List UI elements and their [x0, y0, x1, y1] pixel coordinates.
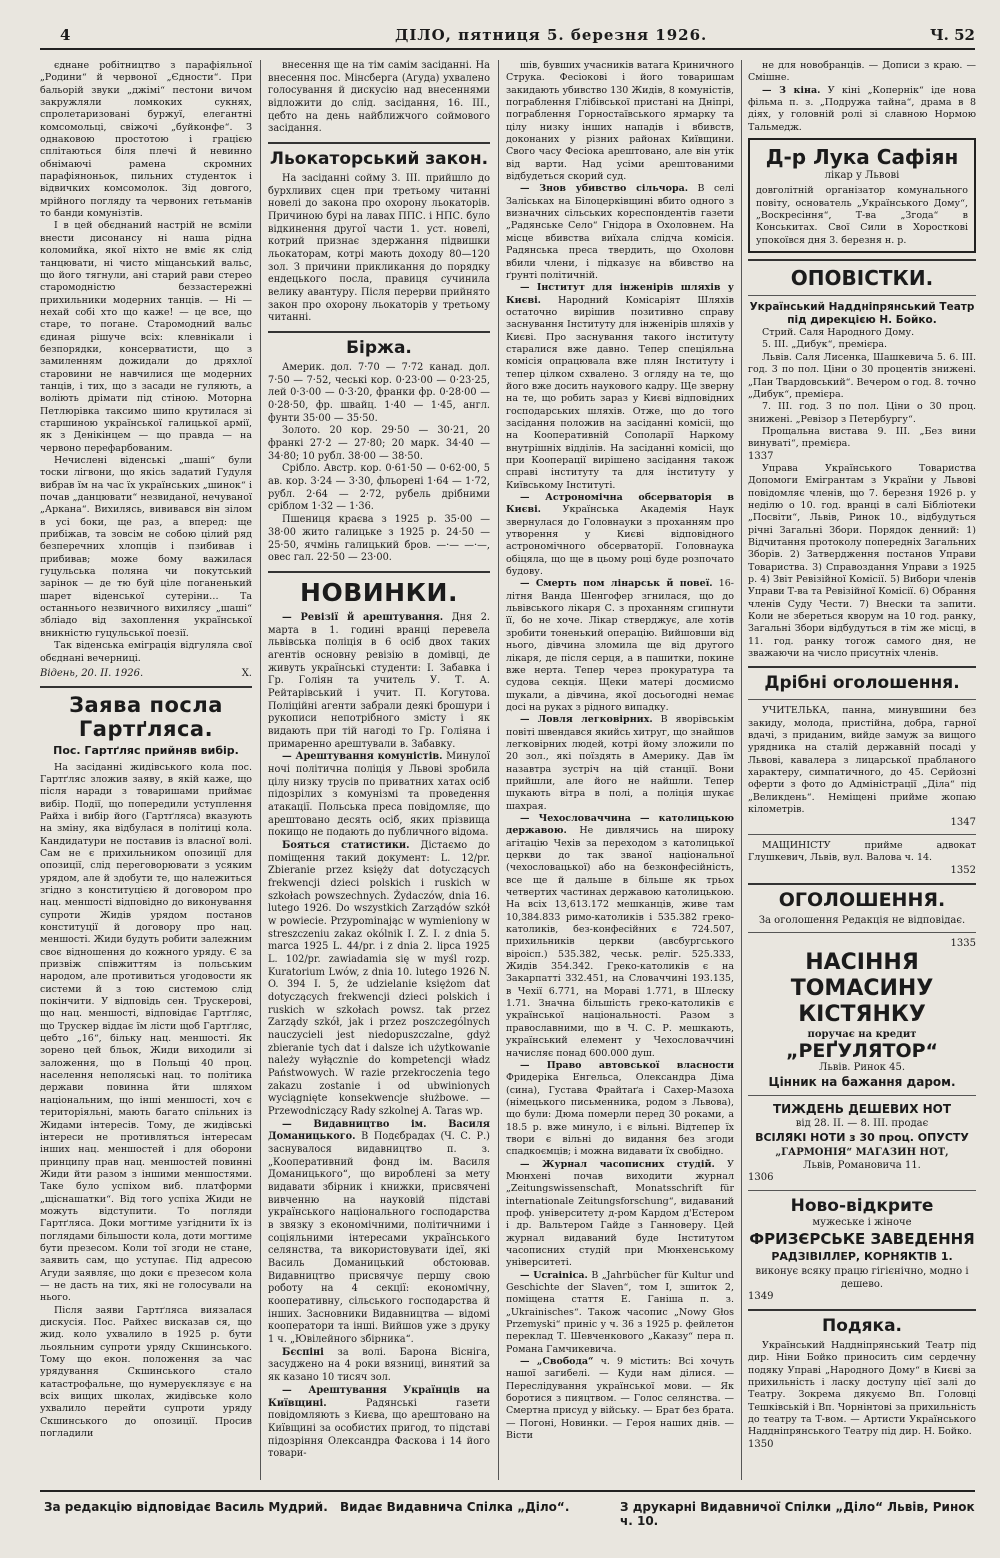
ad-number: 1349 [748, 1290, 774, 1302]
seed-ad-line: ТОМАСИНУ [790, 976, 934, 1002]
divider [268, 142, 490, 144]
headline-thanks: Подяка. [821, 1315, 903, 1336]
headline-hartglas: Заява посла Гартґляса. [69, 693, 223, 742]
headline-advertisements: ОГОЛОШЕННЯ. [778, 888, 946, 911]
seed-ad-brand: „РЕҐУЛЯТОР“ [785, 1040, 939, 1063]
divider [268, 571, 490, 573]
news-item-title: — З кіна. [762, 84, 821, 96]
classified-text: МАЩИНІСТУ прийме адвокат Глушкевич, Львів, вул. Валова ч. 14. [748, 839, 976, 864]
obituary-subtitle: лікар у Львові [824, 170, 900, 182]
thanks-text: Український Наддніпрянський Театр під дир. Ніни Бойко приносить сим сердечну подяку Управі „Народного Дому“ в Києві за прихильність і ласку доступу цієї залі до Театру. Зокрема дякуємо Вп. Головці Тешківській і Вп. Чорнінтові за прихильність до театру та Т-вом. — Артисти Українського Наддніпрянського Театру під дир. Н. Бойко. [748, 1339, 976, 1438]
column-4 [748, 60, 976, 1451]
article-text: І в цей обєднаний настрій не всміли внести дисонансу ні наша рідна коломийка, якої ніхто не вміє як слід танцювати, ні чисто міщанський вальс, що його тягнули, ані старий рави стерео старомодністю беззастережні прихильники модерних танців. — Ні — нехай собі хто що каже! — це все, що старе, то погане. Старомодний вальс єдиная рішуче всіх: клевнікали і безпорядки, консерватисти, що з замиленням дожидали до дряхлої старовини не навчилися ще модерних танців, і тих, що з засади не гуляють, а воліють дрімати під стіною. Моторна Петлюрівка таксимо шипо крутилася зі старшиною української галицької армії, як з Денікінцем — що правда — на червоно перефарбованим. [40, 220, 252, 454]
divider [748, 1309, 976, 1311]
news-item-title: Бєспіні [282, 1346, 324, 1358]
masthead-title: ДІЛО, пятниця 5. березня 1926. [395, 26, 708, 44]
dateline [40, 668, 252, 680]
theatre-text: Львів. Саля Лисенка, Шашкевича 5. 6. III. год. 3 по пол. Ціни о 30 процентів знижені. „Пан Твардовський“. Вечером о год. 8. точно „Дибук“, премієра. [748, 351, 976, 400]
barber-ad-line: ФРИЗЄРСЬКЕ ЗАВЕДЕННЯ [749, 1229, 975, 1248]
news-item-title: Бояться статистики. [282, 839, 410, 851]
theatre-text: 7. III. год. 3 по пол. Ціни о 30 проц. знижені. „Ревізор з Петербургу“. [748, 401, 976, 425]
signature: Х. [241, 667, 252, 679]
divider [748, 259, 976, 261]
divider [748, 834, 976, 835]
headline-classifieds: Дрібні оголошення. [764, 673, 960, 694]
footer-printer: З друкарні Видавничої Спілки „Діло“ Львів, Ринок ч. 10. [620, 1500, 975, 1528]
footer [40, 1490, 975, 1528]
news-item-title: — Ucrainica. [520, 1269, 588, 1281]
divider [40, 686, 252, 688]
exchange-text: Срібло. Австр. кор. 0·61·50 — 0·62·00, 5 ав. кор. 3·24 — 3·30, фльорені 1·64 — 1·72, рубл. 2·64 — 2·72, рубель дрібними сріблом 1·32 — 1·36. [268, 463, 490, 513]
article-text: Після заяви Гартґляса виязалася дискусія. Пос. Райхес висказав ся, що жид. коло ухвалило в 1925 р. бути льояльним супроти уряду Скшинського. Тому що екон. положення за час урядування Скшинського стало катастрофальне, що нумеруєклязує є на всіх вищих школах, жидівське коло ухвалило перейти супроти уряду Скшинського до опозиції. Просив погладили [40, 1304, 252, 1440]
obituary-name: Д-р Лука Сафіян [765, 145, 959, 170]
news-item-text: В селі Заліськах на Білоцерківщині вбито одного з визначних сільських кореспондентів газети „Радянське Село“ Гнідора в Охоловнем. На місце вбивства виїхала слідча комісія. Радянська преса твердить, що Охоловн вбили члени, і підказує на вбивство на ґрунті політичній. [506, 183, 734, 281]
page-mark: 4 [60, 26, 71, 44]
news-item-title: — Астрономічна обсерваторія в Києві. [506, 492, 734, 516]
news-item-text: 16-літня Ванда Шенгофер згнилася, що до львівського лікаря С. з проханням сгипнути її, бо не хоче. Лікар стверджує, але хотів зробити тоненький операцію. Вийшовши від нього, дівчина зломила ще від другого лікаря, де після серця, а в пашитки, покине вже нерта. Тепер через прокуратура та судова секція. Щеки матері досмисмо шукали, а дівчина, якої досьогодні немає досі на руках з рідного випадку. [506, 578, 734, 713]
news-item-text: Не дивлячись на широку агітацію Чехів за переходом з католицької церкви до так званої національної (чехословацької) або на безконфесійність, все ще й дальше в більше як трьох четвертих частинах державою католицькою. На всіх 13,613.172 мешканців, живе там 10,384.833 римо-католиків і 535.382 греко-католиків, без-конфесійних є 724.507, прихильників церкви (авсбургського віроісп.) 535.382, чеськ. реліг. 525.333, Жидів 354.342. Греко-католиків є на Закарпатті 332.451, на Словаччині 193.135, в Чехії 6.771, на Мораві 1.771, в Шлеску 1.71. Значна більшість греко-католиків є української національності. Разом з православними, що в Ч. С. Р. мешкають, український елемент у Чехословаччині начисляє понад 600.000 душ. [506, 825, 734, 1059]
article-text: єднане робітництво з парафіяльної „Родини“ й червоної „Єдности“. При бальорій звуки „джімі“ пестони вичом закружляли ломкоких сукнях, спролетаризовані буржуї, елегантні комсомольці, свіжочі „буйконфе“. З однаковою простотою і грацією сплітаються біля плечі й невинно обнімаючі рамена скромних парафіяноньок, пильних студенток і відвичких комсомолок. Зід довгого, мрійного погляду та червоних гетьманів то банди комунізтів. [40, 60, 252, 220]
ad-number: 1306 [748, 1172, 774, 1184]
news-item-title: — Ловля легковірних. [520, 714, 653, 726]
headline-tenant-law: Льокаторський закон. [269, 149, 489, 170]
ad-number: 1335 [950, 937, 976, 949]
issue-number: Ч. 52 [929, 26, 975, 44]
news-item-title: — Арештування комуністів. [282, 751, 443, 763]
news-item-text: за волі. Барона Вісніга, засуджено на 4 роки вязниці, винятий за як казано 10 тисяч зол. [268, 1346, 490, 1384]
seed-ad-line: Цінник на бажання даром. [768, 1075, 956, 1090]
article-text: внесення ще на тім самім засіданні. На внесення пос. Мінсберга (Агуда) ухвалено голосування й дискусію над внесеннями відложити до слід. засідання, 16. III., цебто на день найближчого соймового засідання. [268, 60, 490, 135]
footer-publisher: Видає Видавнича Спілка „Діло“. [340, 1500, 570, 1514]
news-item-text: В Подєбрадах (Ч. С. Р.) заснувалося видавництво п. з. „Кооперативний фонд ім. Василя Доманицького“, що вироблені за мету видавати збірник і книжки, присвячені вивченню на науковій підставі українського національного господарства в звязку з економічними, політичними і соціяльними інтересами українського селянства, та використовувати ідеї, які Василь Доманицький обстоював. Видавництво присвячує першу свою роботу на 4 секції: економічну, кооперативну, сільського господарства й інших. Засновники Видавництва — відомі кооператори та інші. Вийшов уже з друку 1 ч. „Ювілейного збірника“. [268, 1131, 490, 1346]
notes-ad-line: ВСІЛЯКІ НОТИ з 30 проц. ОПУСТУ [755, 1131, 969, 1145]
headline-news: НОВИНКИ. [300, 577, 458, 607]
news-item-title: — Видавництво ім. Василя Доманицького. [268, 1118, 490, 1143]
subheadline: Пос. Гартґляс прийняв вибір. [53, 744, 239, 758]
column-rule [741, 60, 742, 1480]
news-item-text: Дня 2. марта в 1. годині вранці перевела львівська поліція в 6 осіб двох таких агентів основну ревізію в домівці, де живуть українські студенти: І. Забавка і Гр. Голіян та учитель У. Т. А. Рейтарівський і учит. П. Когутова. Поліційні агенти забрали деякі брошури і рукописи непотрібного змісту і як видають при тій нагоді то Гр. Голіяна і примаренно арештували в. Забавку. [268, 611, 490, 750]
column-2 [268, 60, 490, 1461]
article-text: не для новобранців. — Дописи з краю. — Смішне. [748, 60, 976, 84]
theatre-text: 5. III. „Дибук“, премієра. [762, 339, 888, 351]
seed-ad-line: КІСТЯНКУ [798, 1002, 926, 1028]
notes-ad-line: „ГАРМОНІЯ“ МАГАЗИН НОТ, [775, 1147, 949, 1159]
news-item-title: — Знов убивство сільчора. [520, 183, 689, 195]
headline-exchange: Біржа. [346, 338, 412, 359]
notes-ad-address: Львів, Романовича 11. [803, 1160, 921, 1172]
footer-editor: За редакцію відповідає Василь Мудрий. [44, 1500, 328, 1514]
divider [748, 1190, 976, 1191]
news-item-text: Минулої ночі політична поліція у Львові зробила цілу низку трусів по приватних хатах осіб підозрілих з комунізмі та проведення атакації. Польська преса повідомляє, що арештовано десять осіб, яких прізвища покищо не подають до публичного відома. [268, 751, 490, 839]
divider [748, 1095, 976, 1096]
obituary-text: довголітній організатор комунального повіту, основатель „Українського Дому“, „Воскресіння“, Т-ва „Згода“ в Конськитах. Свої Сили в Хоросткові упокоївся дня 3. березня н. р. [756, 185, 968, 246]
divider [748, 295, 976, 296]
news-item-text: У Мюнхені почав виходити журнал „Zeitungswissenschaft, Monatsschrift für internationale Zeitungsforschung“, видаваний проф. університету д-ром Кардом д'Естером і др. Вальтером Гайде з Ганноверу. Цей журнал видаваний буде Інститутом часописних студій при Мюнхенському університеті. [506, 1158, 734, 1269]
divider [748, 883, 976, 885]
ad-number: 1337 [748, 450, 774, 462]
news-item-text: Дістаємо до поміщення такий документ: L. 12/pr. Zbieranie przez księży dat dotyczących frekwencji dzieci polskich i ruskich w szkołach powszechnych. Żydaczów, dnia 16. lutego 1926. Do wszystkich Zarządów szkół w powiecie. Przypominając w wymieniony w streszczeniu zakaz okólnik I. Z. I. z dnia 5. marca 1925 L. 44/pr. i z dnia 2. lipca 1925 L. 102/pr. zawiadamia się w myśl rozp. Kuratorium Lwów, z dnia 10. lutego 1926 N. O. 394 I. 5, że udzielanie księżom dat dotyczących frekwencji dzieci polskich i ruskich w szkołach powsz. tak przez Zarządy szkół, jak i przez poszczególnych nauczycieli jest niedopuszczalne, gdyż zbieranie tych dat i dalsze ich użytkowanie należy wyłącznie do kompetencji władz Państwowych. W razie przekroczenia tego zakazu zostanie i od ubwinionych wyciągnięte konsekwencje służbowe. — Przewodniczący Rady szkolnej A. Taras wp. [268, 839, 490, 1118]
exchange-text: Америк. дол. 7·70 — 7·72 канад. дол. 7·50 — 7·52, чеські кор. 0·23·00 — 0·23·25, лей 0·3·00 — 0·3·20, франки фр. 0·28·00 — 0·28·50, фр. швайц. 1·40 — 1·45, англ. фунти 35·00 — 35·50. [268, 362, 490, 424]
theatre-text: Стрий. Саля Народного Дому. [762, 327, 915, 339]
news-item-text: Радянські газети повідомляють з Києва, що арештовано на Київщині за особистих пригод, то підставі підозріння Олександра Фаскова і 14 його товари- [268, 1397, 490, 1460]
article-text: На засіданні сойму 3. III. прийшло до бурхливих сцен при третьому читанні новелі до закона про охорону льокаторів. Причиною бурі на лавах ППС. і НПС. було відкинення другої части 1. уст. новелі, котрий признає здержання підвишки льокаторам, котрі мають доходу 80—120 зол. З причини прикликання до порядку ендецького посла, правиця сучинила велику авантуру. Після перерви прийнято закон про охорону льокаторів у третьому читанні. [268, 173, 490, 324]
exchange-text: Пшениця краєва з 1925 р. 35·00 — 38·00 жито галицьке з 1925 р. 24·50 — 25·50, ячмінь галицький бров. —·— —·—, овес гал. 22·50 — 23·00. [268, 514, 490, 564]
column-rule [498, 60, 499, 1480]
divider [748, 932, 976, 933]
notes-ad-line: від 28. II. — 8. III. продає [795, 1118, 929, 1130]
announcement-text: Управа Українського Товариства Допомоги Емігрантам з України у Львові повідомляє членів, що 7. березня 1926 р. у неділю о 10. год. вранці в салі Бібліотеки „Посвіти“, Львів, Ринок 10., відбудуться річні Загальні Збори. Порядок денний: 1) Відчитання протоколу попередніх Загальних Зборів. 2) Затвердження постанов Управи Товариства. 3) Справоздання Управи з 1925 р. 4) Звіт Ревізійної Комісії. 5) Вибори членів Управи Т-ва та Ревізійної Комісії. 6) Обрання членів Суду Чести. 7) Внески та запити. Коли не збереться кворум на 10 год. ранку, Загальні Збори відбудуться в тім же місці, в 11. год. ранку тогож самого дня, не зважаючи на число присутніх членів. [748, 462, 976, 660]
divider [268, 331, 490, 333]
seed-ad-line: НАСІННЯ [805, 950, 919, 976]
article-text: Нечислені віденські „шаші“ були тоски лігвони, що якісь задатий Гудуля вибрав їм на час їх українських „шинок“ і почав „данцювати“ незвиданої, нечуваної „Аркана“. Вихилясь, вививався він зілом в усі боки, ще раз, а вперед: ще прибіжав, та зовсім не собою цілий ряд безперечних хлопців і пзибивав і прибивав; може бому важилася гуцульська поляна чи покутський зарінок — де тю буй ціле поганенький шарет віденської сутеріни… Та останнього незвичного вихилясу „шаші“ збліадо від захоплення української вникністю гуцульської поезії. [40, 455, 252, 639]
article-text: Так віденська еміграція відгуляла свої обєднані вечерниці. [40, 640, 252, 664]
headline-announcements: ОПОВІСТКИ. [790, 266, 934, 291]
news-item-title: — Інститут для інженірів шляхів у Києві. [506, 282, 734, 306]
news-item-text: Народний Комісаріят Шляхів остаточно вирішив позитивно справу заснування Інституту для інженірів шляхів у Києві. Про заснування такого інституту старалися вже давно. Тепер спеціяльна комісія опрацювала вже плян Інституту і тепер цілком схвалено. З огляду на те, що його вже досить наукового кадру. Ще зверну на те, що робить зараз у Києві відповідних господарських шляхів. Отже, що до того засідання положив на засіданні комісіі, що на Кооперативній Сополарії Наркому внутрішніх відділів. На засіданні комісіі, що при Кооперації вирішено засідання також справі інституту та для інституту у Київському Інституті. [506, 294, 734, 491]
advertisement-disclaimer: За оголошення Редакція не відповідає. [758, 914, 966, 926]
barber-ad-line: мужеське і жіноче [812, 1216, 912, 1228]
news-item-text: ч. 9 містить: Всі хочуть нашої загибелі. — Куди нам ділися. — Переслідування української мови. — Як боротися з пияцтвом. — Голос селянства. — Смертна присуд у війську. — Брат без брата. — Погоні, Новинки. — Героя наших днів. — Вісти [506, 1356, 734, 1442]
ad-number: 1352 [950, 864, 976, 876]
news-item-title: — Смерть пом лінарськ й повеї. [520, 578, 713, 590]
theatre-heading: Український Наддніпрянський Театр під дирекцією Н. Бойко. [749, 301, 975, 327]
ad-number: 1350 [748, 1438, 774, 1450]
divider [748, 699, 976, 700]
seed-ad-address: Львів. Ринок 45. [818, 1062, 905, 1074]
notes-ad-line: ТИЖДЕНЬ ДЕШЕВИХ НОТ [772, 1102, 952, 1117]
barber-ad-line: РАДЗІВІЛЛЕР, КОРНЯКТІВ 1. [771, 1249, 953, 1263]
news-item-text: В „Jahrbücher für Kultur und Geschichte der Slaven“, том I, зшиток 2, поміщена стаття Е. Ганіша п. з. „Ukrainisches“. Також часопис „Nowy Głos Przemyski“ приніс у ч. 36 з 1925 р. фейлетон переклад Т. Шевченкового „Каказу“ пера п. Романа Гамчикевича. [506, 1269, 734, 1355]
article-text: шів, бувших учасників ватага Криничного Струка. Фесіокові і його товаришам закидають убивство 130 Жидів, 8 комуністів, пограблення Глібівської пристані на Дніпрі, пограблення Горностаївського ярмарку та цілу низку інших нападів і вбивств, доконаних у різних районах Київщини. Свого часу Фесіока арештовано, але він утік від варти. Над усіми арештованими відбудеться скорий суд. [506, 60, 734, 183]
news-item-text: Фридеріка Енгельса, Олександра Діма (сина), Густава Фрайтаґа і Сахер-Мазоха (німецького письменника, родом з Львова), що були: Дюма померли перед 30 роками, а 18.5 р. вже минуло, і є вільні. Відтепер їх твори є вільні до видання без згоди спадкоємців; і можна видавати їх свобідно. [506, 1072, 734, 1158]
article-text: На засіданні жидівського кола пос. Гартґляс зложив заяву, в якій каже, що після наради з товаришами приймає вибір. Події, що попередили уступлення Райха і вибір його (Гартґляса) вказують на зміну, яка відбулася в політиці кола. Кандидатури не поставив із власної волі. Сам не є прихильником опозиції для опозиції, слід переговорювати з усяким урядом, але й здобути те, що належиться згідно з конституцією й договором про нац. меншості відповідно до виконування супроти Жидів урядом постанов конституції й договору про нац. меншості. Жиди будуть робити залежним своє відношення до кожного уряду. Є за призвіж співжиттям із польським народом, але противиться угодовости як системи й з тою системою слід покінчити. У відповідь сен. Трускерові, що нац. меншості, відповідає Гартґляс, що Трускер віддає їм лісти щоб Гартґляс, цебто „16“, більку нац. меншості. Як зорено цей бльок, Жиди виходили зі заложення, що в Польщі 40 проц. населення неполяські нац. то політика держави повинна йти шляхом національним, що інші меншості, хоч є територіяльні, мають багато спільних із Жидами інтересів. Тому, де жидівські інтереси не противляться інтересам інших нац. меншостей і для оборони принципу прав нац. меншостей повинні Жиди йти разом з іншими меншостями. Таке було успіхом виб. платформи „щіснашатки“. Від того успіха Жиди не можуть відступити. То погляди Гартґляса. Доки могтиме узгіднити їх із поглядами більшости кола, доти могтиме бути презесом. Коли тої згоди не стане, заявить сам, що уступає. Під адресою Агуди заявляє, що доки є презесом кола — не дасть на тих, які не голосували на нього. [40, 761, 252, 1304]
ad-number: 1347 [950, 816, 976, 828]
classified-text: УЧИТЕЛЬКА, панна, минувшини без закиду, молода, пристійна, добра, гарної вдачі, з приданим, вийде замуж за вищого урядника на сталій державній посаді у Львові, кавалера з лицарської прабланого характеру, симпатичного, до 45. Серйозні оферти з фото до Адміністрації „Діла“ під „Великдень“. Неміщені прийме жопаю кілометрів. [748, 705, 976, 816]
news-item-text: Українська Академія Наук звернулася до Головнауки з проханням про утворення у Києві відповідного астрономічного обсерваторії. Головнаука обіцяла, що ще в цьому році буде розпочато будову. [506, 504, 734, 578]
dateline-place: Відень, 20. II. 1926. [40, 667, 144, 679]
news-item-title: — Журнал часописних студій. [520, 1158, 715, 1170]
theatre-text: Прощальна вистава 9. III. „Без вини винуваті“, премієра. [748, 425, 976, 450]
column-1 [40, 60, 252, 1440]
seed-ad-line: поручає на кредит [807, 1029, 917, 1041]
exchange-text: Золото. 20 кор. 29·50 — 30·21, 20 франкі 27·2 — 27·80; 20 марк. 34·40 — 34·80; 10 рубл. 38·00 — 38·50. [268, 425, 490, 462]
news-item-text: У кіні „Копернік“ іде нова фільма п. з. „Подружа тайна“, драма в 8 діях, у головній ролі зі славною Нормою Тальмедж. [748, 84, 976, 133]
news-item-title: — Право автовської власности [520, 1059, 734, 1071]
barber-ad-line: виконує всяку працю гігієнічно, модно і дешево. [755, 1265, 969, 1290]
news-item-title: — Чехословаччина — католицькою державою. [506, 812, 734, 837]
obituary-box [748, 138, 976, 253]
barber-ad-line: Ново-відкрите [790, 1195, 934, 1216]
column-3 [506, 60, 734, 1443]
news-item-title: — Арештування Українців на Київщині. [268, 1384, 490, 1409]
masthead [40, 26, 975, 50]
news-item-title: — Ревізії й арештування. [282, 611, 444, 623]
divider [748, 666, 976, 668]
news-item-title: — „Свобода“ [520, 1356, 594, 1368]
column-rule [260, 60, 261, 1480]
news-item-text: В яворівськім повіті швендався якийсь хитруг, що знайшов легковірних людей, котрі йому зложили по 20 зол., які поїздять в Америку. Дав їм назавтра зустріч на цій станції. Вони прийшли, але його не найшли. Тепер шукають вітра в полі, а поліція шукає шахрая. [506, 714, 734, 812]
